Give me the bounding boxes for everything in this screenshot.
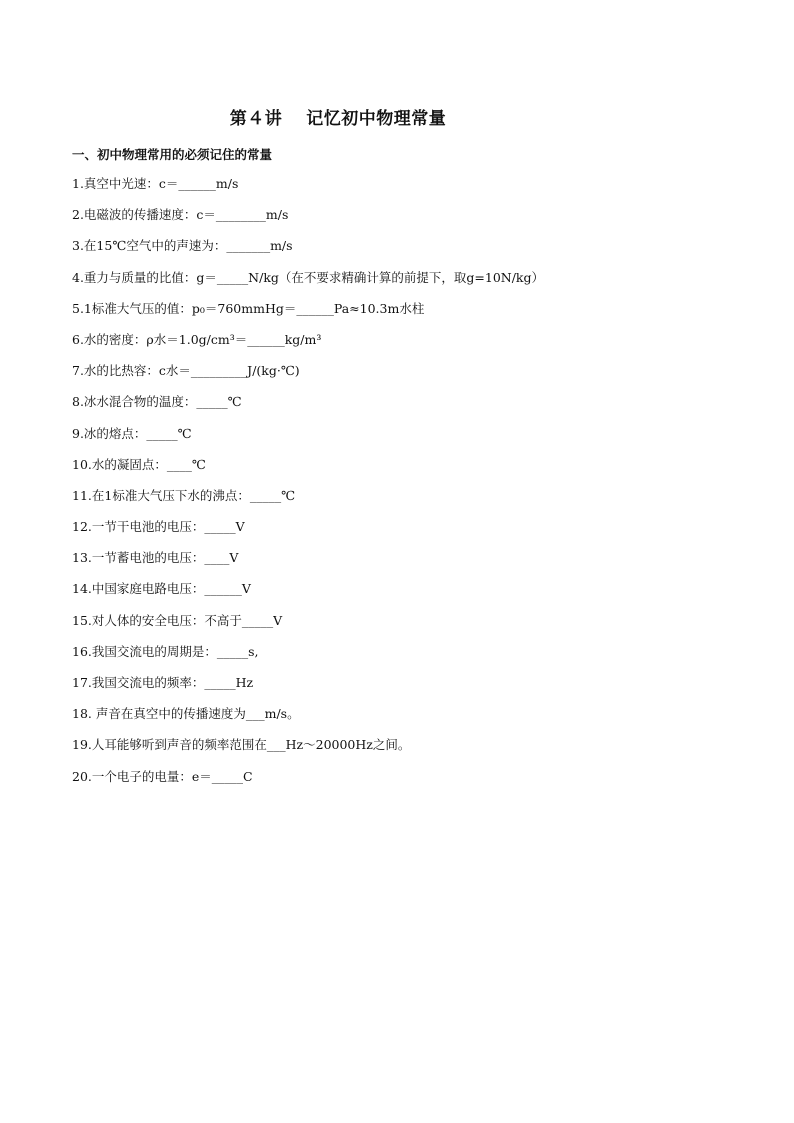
question-1: 1.真空中光速：c＝______m/s [72,176,239,191]
question-5: 5.1标准大气压的值：p₀＝760mmHg＝______Pa≈10.3m水柱 [72,300,425,316]
question-2: 2.电磁波的传播速度：c＝________m/s [72,207,289,223]
question-9: 9.冰的熔点：_____℃ [72,425,192,441]
question-19: 19.人耳能够听到声音的频率范围在___Hz～20000Hz之间。 [72,737,411,753]
question-20: 20.一个电子的电量：e＝_____C [72,768,253,784]
question-18: 18. 声音在真空中的传播速度为___m/s。 [72,706,300,722]
question-10: 10.水的凝固点：____℃ [72,456,206,472]
question-list [72,176,752,800]
question-12: 12.一节干电池的电压：_____V [72,519,245,535]
question-14: 14.中国家庭电路电压：______V [72,581,251,597]
question-6: 6.水的密度：ρ水＝1.0g/cm³＝______kg/m³ [72,331,322,347]
question-8: 8.冰水混合物的温度：_____℃ [72,394,242,410]
section-heading: 一、初中物理常用的必须记住的常量 [72,147,273,162]
page-title: 第４讲 记忆初中物理常量 [229,109,447,129]
question-3: 3.在15℃空气中的声速为：_______m/s [72,238,293,254]
question-7: 7.水的比热容：c水＝_________J/(kg·℃) [72,363,300,379]
question-17: 17.我国交流电的频率：_____Hz [72,675,254,690]
question-11: 11.在1标准大气压下水的沸点：_____℃ [72,487,296,503]
question-16: 16.我国交流电的周期是：_____s, [72,643,259,659]
question-15: 15.对人体的安全电压：不高于_____V [72,612,283,628]
question-13: 13.一节蓄电池的电压：____V [72,550,239,566]
question-4: 4.重力与质量的比值：g＝_____N/kg（在不要求精确计算的前提下，取g=10N/kg） [72,269,545,285]
